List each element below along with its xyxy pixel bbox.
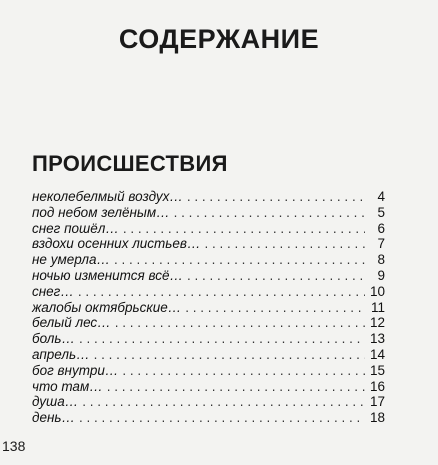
- toc-entry: [32, 331, 385, 347]
- page-number: 138: [2, 438, 26, 454]
- toc-entry: [32, 189, 385, 205]
- dot-leader: [122, 363, 365, 379]
- dot-leader: [123, 221, 365, 237]
- toc-entry-page: 11: [370, 299, 385, 315]
- toc-entry-page: 8: [377, 252, 385, 268]
- dot-leader: [79, 331, 365, 347]
- toc-entry-page: 6: [377, 220, 385, 236]
- toc-entry-page: 13: [369, 331, 385, 347]
- toc-entry-title: белый лес…: [32, 315, 111, 331]
- toc-entry-title: боль…: [32, 331, 76, 347]
- toc-entry-title: неколебелмый воздух…: [32, 189, 183, 204]
- toc-entry-page: 9: [377, 267, 385, 283]
- dot-leader: [204, 236, 365, 252]
- page-title: СОДЕРЖАНИЕ: [118, 24, 320, 54]
- table-of-contents: [32, 189, 385, 426]
- toc-entry: [32, 347, 385, 363]
- toc-entry-page: 7: [377, 236, 385, 252]
- toc-entry: [32, 205, 385, 221]
- toc-entry-title: апрель…: [32, 346, 90, 362]
- toc-entry-title: снег пошёл…: [32, 220, 119, 236]
- toc-entry: [32, 221, 385, 237]
- toc-entry-title: что там…: [32, 378, 103, 394]
- toc-entry: [32, 379, 385, 395]
- toc-entry-title: вздохи осенних листьев…: [32, 236, 201, 252]
- dot-leader: [107, 379, 365, 395]
- dot-leader: [82, 394, 365, 410]
- toc-entry: [32, 284, 385, 300]
- toc-entry-page: 17: [369, 394, 385, 410]
- dot-leader: [115, 315, 365, 331]
- dot-leader: [78, 284, 365, 300]
- dot-leader: [174, 205, 365, 221]
- toc-entry-page: 12: [369, 315, 385, 331]
- toc-entry-page: 15: [369, 362, 385, 378]
- dot-leader: [185, 300, 365, 316]
- toc-entry-title: бог внутри…: [32, 362, 119, 378]
- toc-entry: [32, 252, 385, 268]
- toc-entry-title: не умерла…: [32, 252, 111, 268]
- toc-entry-title: душа…: [32, 394, 79, 410]
- section-title: ПРОИСШЕСТВИЯ: [32, 151, 228, 176]
- toc-entry: [32, 394, 385, 410]
- dot-leader: [187, 189, 365, 205]
- toc-entry-title: жалобы октябрьские…: [32, 299, 182, 315]
- toc-entry-title: ночью изменится всё…: [32, 267, 183, 283]
- dot-leader: [94, 347, 365, 363]
- toc-entry-title: снег…: [32, 283, 74, 299]
- dot-leader: [187, 268, 365, 284]
- toc-entry-page: 14: [369, 346, 385, 362]
- toc-entry-page: 18: [369, 410, 385, 426]
- toc-entry-page: 4: [377, 189, 385, 204]
- dot-leader: [114, 252, 365, 268]
- toc-entry: [32, 315, 385, 331]
- toc-entry: [32, 300, 385, 316]
- toc-entry-title: под небом зелёным…: [32, 204, 170, 220]
- toc-entry-page: 16: [369, 378, 385, 394]
- toc-entry: [32, 236, 385, 252]
- toc-entry: [32, 268, 385, 284]
- toc-entry-page: 5: [377, 204, 385, 220]
- toc-entry: [32, 410, 385, 426]
- toc-entry-title: день…: [32, 410, 75, 426]
- toc-entry-page: 10: [369, 283, 385, 299]
- dot-leader: [79, 410, 365, 426]
- toc-entry: [32, 363, 385, 379]
